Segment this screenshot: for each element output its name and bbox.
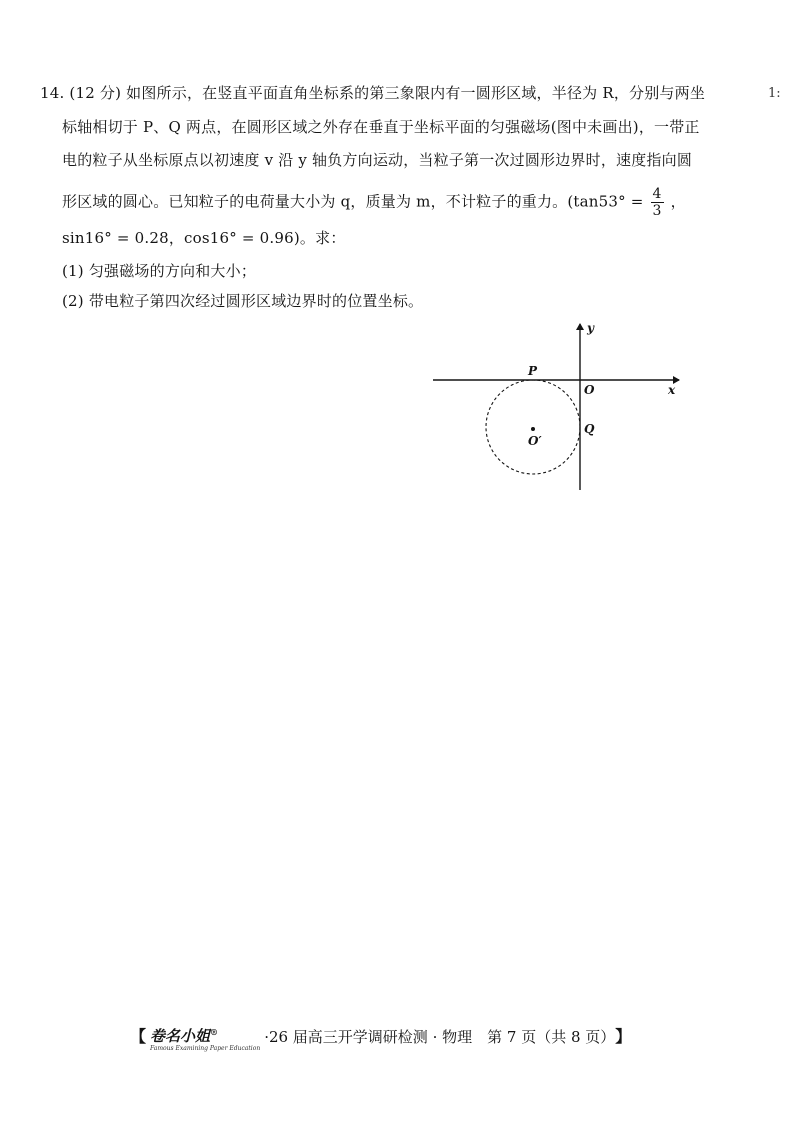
fraction-denominator: 3 [652,203,662,219]
center-dot [531,427,535,431]
question-line-1: 14. (12 分) 如图所示，在竖直平面直角坐标系的第三象限内有一圆形区域，半径为 R，分别与两坐 [40,84,706,102]
sub-question-1: (1) 匀强磁场的方向和大小； [62,262,257,280]
question-line-4 [62,186,686,219]
figure-svg [425,318,695,498]
question-line-2: 标轴相切于 P、Q 两点，在圆形区域之外存在垂直于坐标平面的匀强磁场(图中未画出)，一带正 [62,118,700,136]
brand-logo [150,1022,260,1052]
tan-fraction [651,186,664,219]
page-footer [130,1022,650,1052]
label-q: Q [584,422,595,436]
label-o: O [584,383,595,397]
footer-open-bracket: 【 [130,1027,147,1046]
sub-question-2: (2) 带电粒子第四次经过圆形区域边界时的位置坐标。 [62,292,424,310]
footer-close-bracket: 】 [615,1027,632,1046]
label-x: x [668,383,676,397]
brand-logo-subtext: Famous Examining Paper Education [150,1045,261,1052]
label-center: O′ [528,434,542,448]
label-y: y [587,321,594,335]
question-line-3: 电的粒子从坐标原点以初速度 v 沿 y 轴负方向运动，当粒子第一次过圆形边界时，速度指向圆 [62,151,693,169]
footer-text: ·26 届高三开学调研检测 · 物理 第 7 页（共 8 页） [264,1028,616,1046]
page-edge-mark: 1: [768,86,781,101]
brand-logo-text: 卷名小姐 [150,1027,211,1045]
label-p: P [528,364,538,378]
brand-logo-mark: ® [210,1027,219,1037]
question-line-4-suffix: ， [670,192,686,211]
question-line-5: sin16° = 0.28，cos16° = 0.96)。求： [62,229,346,247]
fraction-numerator: 4 [652,186,662,202]
coordinate-figure [425,318,695,498]
question-line-4-text: 形区域的圆心。已知粒子的电荷量大小为 q，质量为 m，不计粒子的重力。(tan53° = [62,192,644,211]
